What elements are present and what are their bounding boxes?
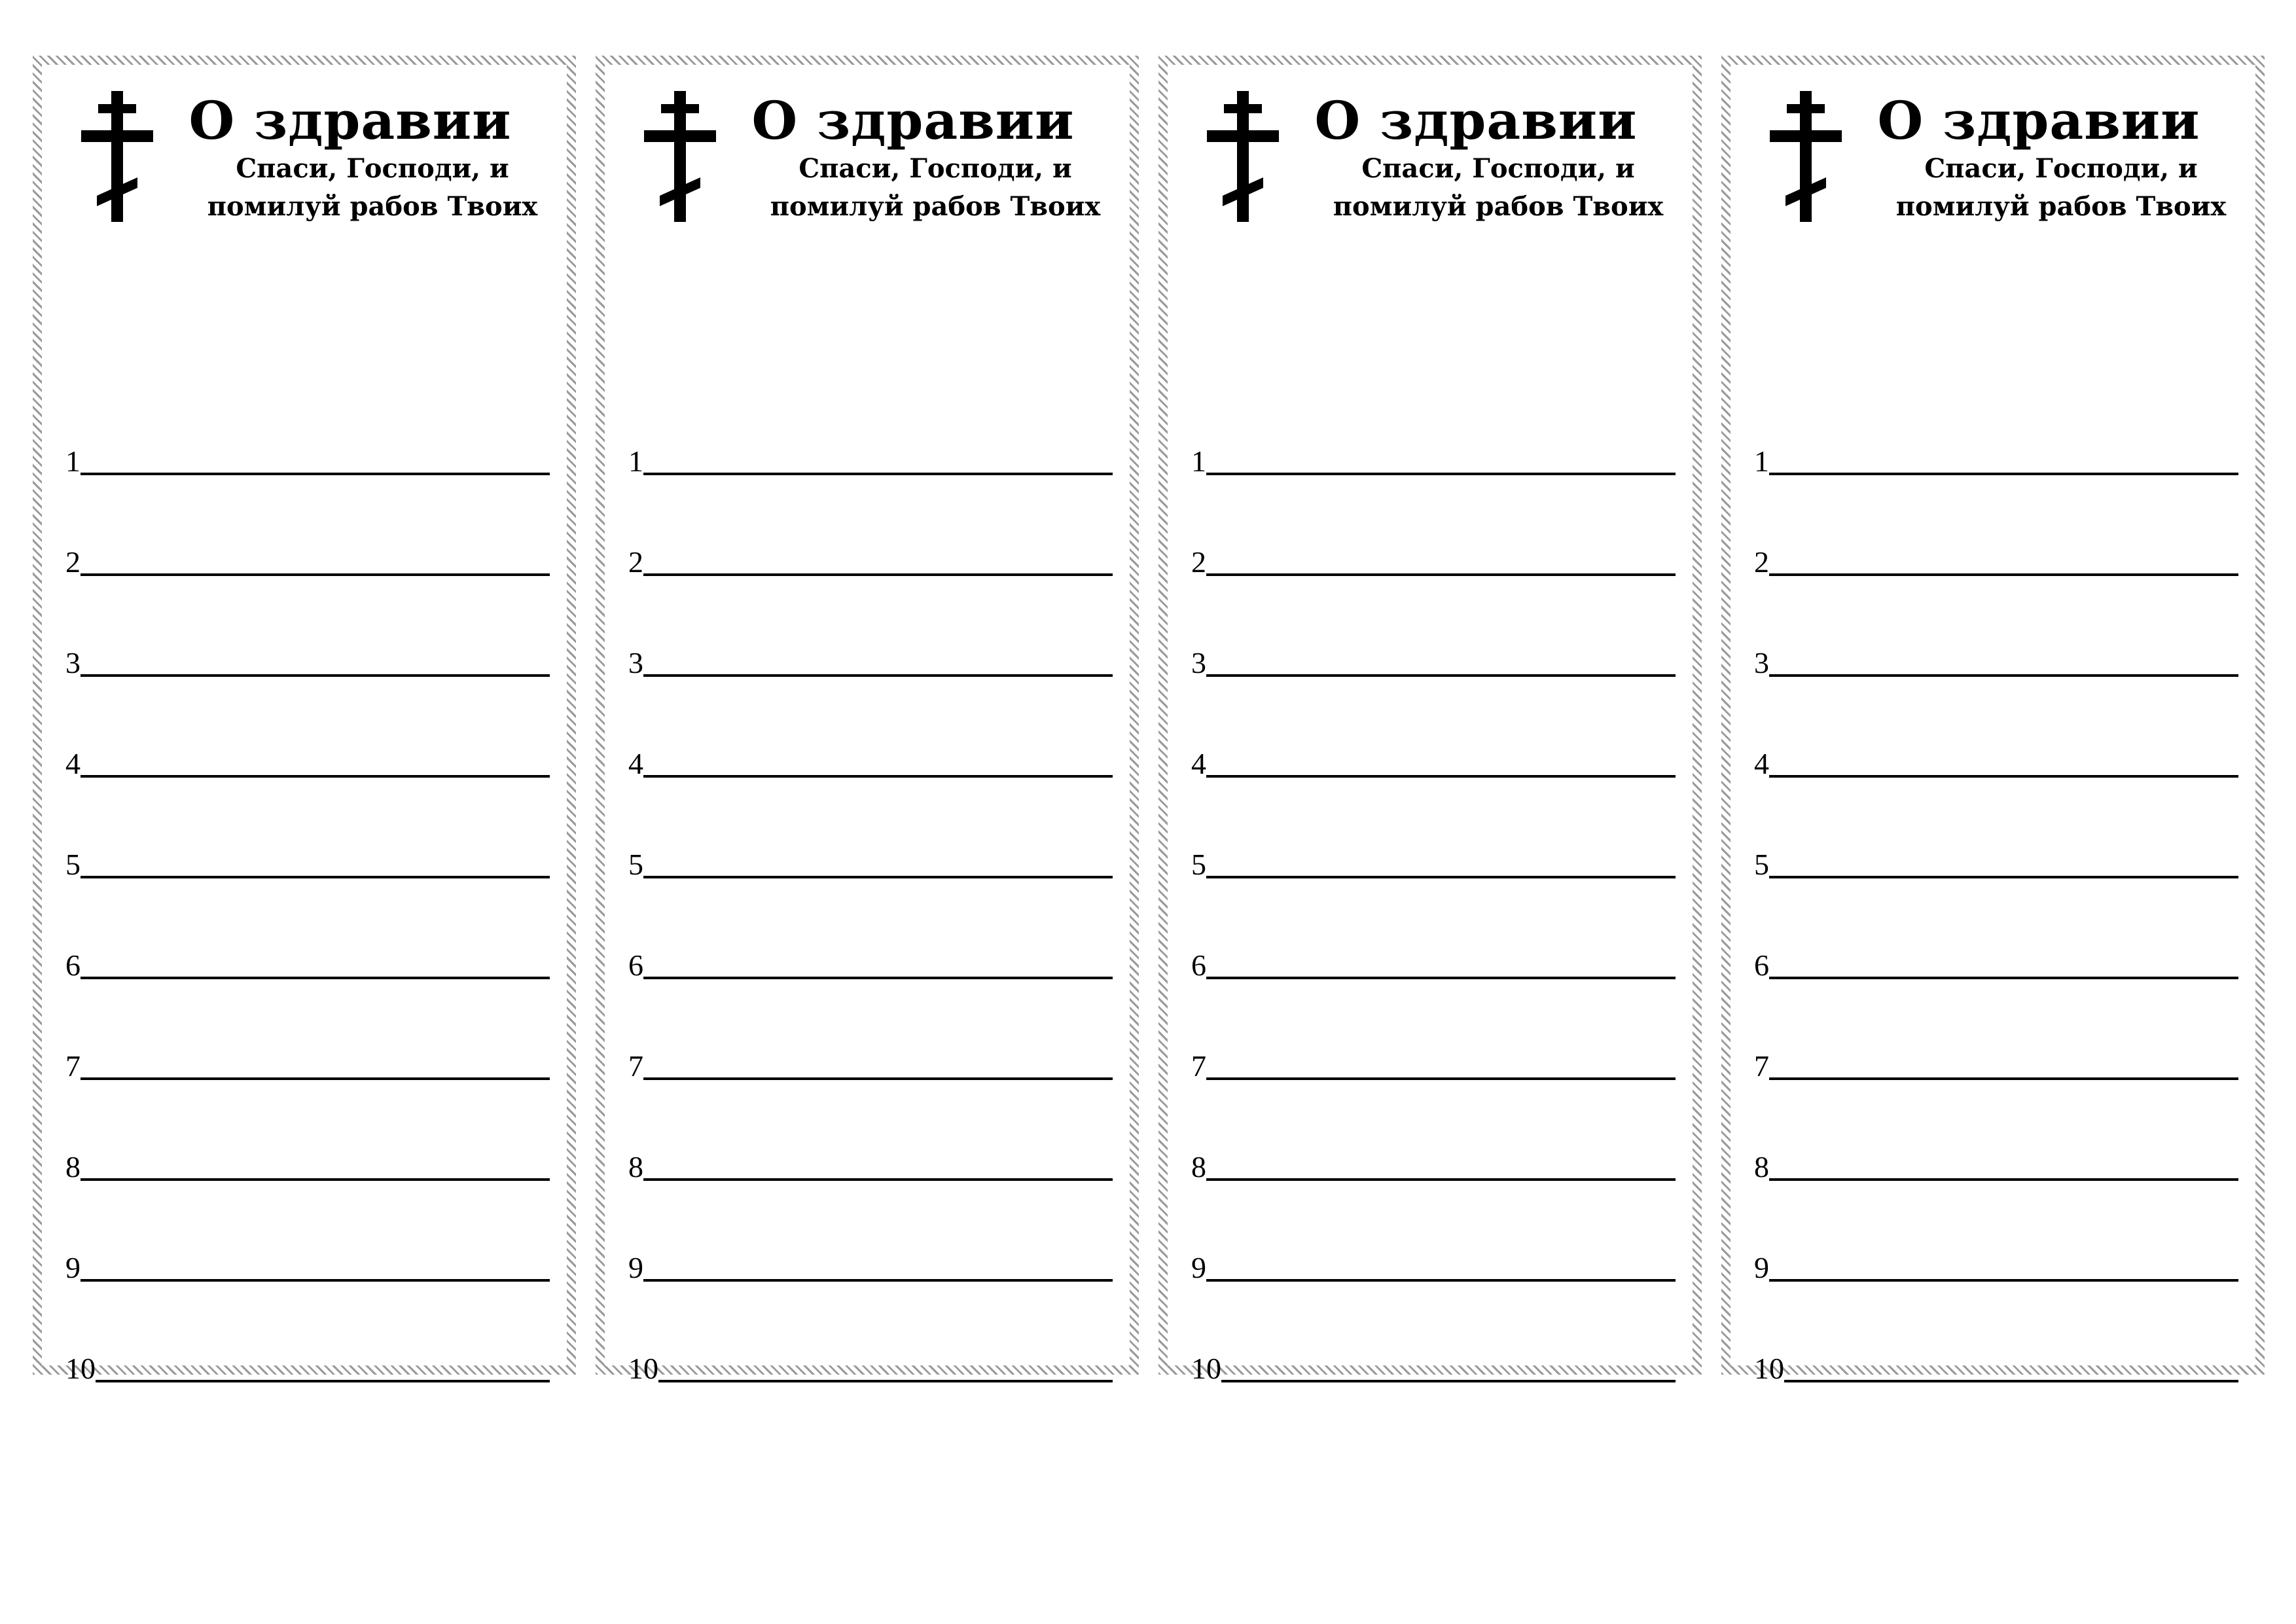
name-line[interactable] [1754, 577, 2238, 678]
name-line[interactable] [1191, 880, 1676, 981]
name-line[interactable] [1191, 1283, 1676, 1384]
name-line[interactable] [1191, 477, 1676, 577]
line-number: 7 [1191, 1049, 1206, 1083]
name-line[interactable] [1754, 880, 2238, 981]
name-blank[interactable] [643, 445, 1113, 475]
line-number: 3 [628, 646, 643, 679]
name-line[interactable] [628, 1283, 1113, 1384]
name-line[interactable] [1754, 1081, 2238, 1182]
prayer-note-card [1721, 56, 2265, 1385]
name-line[interactable] [65, 1283, 550, 1384]
name-line[interactable] [1754, 678, 2238, 779]
card-subtitle: Спаси, Господи, и помилуй рабов Твоих [1895, 153, 2227, 222]
name-blank[interactable] [1769, 1050, 2238, 1080]
name-blank[interactable] [1206, 848, 1676, 878]
name-line[interactable] [1191, 981, 1676, 1081]
name-blank[interactable] [1769, 647, 2238, 677]
name-line[interactable] [628, 577, 1113, 678]
name-lines [65, 376, 550, 1384]
line-number: 7 [65, 1049, 81, 1083]
line-number: 5 [628, 848, 643, 881]
name-blank[interactable] [643, 848, 1113, 878]
line-number: 8 [628, 1150, 643, 1183]
name-line[interactable] [65, 577, 550, 678]
line-number: 2 [65, 545, 81, 579]
name-blank[interactable] [1769, 445, 2238, 475]
name-line[interactable] [628, 1182, 1113, 1283]
name-blank[interactable] [643, 546, 1113, 576]
name-blank[interactable] [1769, 546, 2238, 576]
name-line[interactable] [628, 376, 1113, 477]
line-number: 9 [1191, 1251, 1206, 1284]
name-blank[interactable] [643, 1252, 1113, 1282]
name-line[interactable] [65, 981, 550, 1081]
name-line[interactable] [1191, 376, 1676, 477]
name-blank[interactable] [1221, 1352, 1676, 1382]
name-blank[interactable] [81, 1050, 550, 1080]
name-blank[interactable] [81, 445, 550, 475]
card-title: О здравии [188, 90, 512, 151]
name-line[interactable] [628, 779, 1113, 880]
name-line[interactable] [65, 1081, 550, 1182]
name-blank[interactable] [1206, 546, 1676, 576]
name-line[interactable] [628, 880, 1113, 981]
card-subtitle: Спаси, Господи, и помилуй рабов Твоих [1333, 153, 1664, 222]
name-blank[interactable] [1769, 1151, 2238, 1181]
name-blank[interactable] [81, 848, 550, 878]
line-number: 1 [1754, 444, 1769, 478]
card-title: О здравии [1877, 90, 2200, 151]
name-blank[interactable] [1769, 1252, 2238, 1282]
line-number: 6 [628, 948, 643, 982]
line-number: 1 [628, 444, 643, 478]
name-line[interactable] [1191, 678, 1676, 779]
line-number: 3 [65, 646, 81, 679]
name-line[interactable] [1754, 376, 2238, 477]
name-blank[interactable] [1206, 1151, 1676, 1181]
line-number: 4 [628, 747, 643, 780]
prayer-note-card [1158, 56, 1702, 1385]
line-number: 2 [628, 545, 643, 579]
name-line[interactable] [1191, 1182, 1676, 1283]
name-blank[interactable] [81, 546, 550, 576]
name-line[interactable] [1191, 1081, 1676, 1182]
line-number: 8 [1754, 1150, 1769, 1183]
name-line[interactable] [1191, 577, 1676, 678]
line-number: 10 [628, 1352, 658, 1385]
card-title: О здравии [751, 90, 1075, 151]
line-number: 7 [1754, 1049, 1769, 1083]
line-number: 5 [65, 848, 81, 881]
name-lines [1754, 376, 2238, 1384]
name-blank[interactable] [643, 1050, 1113, 1080]
line-number: 3 [1754, 646, 1769, 679]
name-line[interactable] [65, 880, 550, 981]
line-number: 4 [65, 747, 81, 780]
name-blank[interactable] [96, 1352, 550, 1382]
line-number: 9 [65, 1251, 81, 1284]
name-blank[interactable] [81, 647, 550, 677]
name-blank[interactable] [643, 647, 1113, 677]
line-number: 9 [1754, 1251, 1769, 1284]
line-number: 8 [1191, 1150, 1206, 1183]
name-blank[interactable] [643, 949, 1113, 979]
name-blank[interactable] [1769, 949, 2238, 979]
name-line[interactable] [65, 779, 550, 880]
line-number: 3 [1191, 646, 1206, 679]
name-blank[interactable] [1769, 848, 2238, 878]
line-number: 8 [65, 1150, 81, 1183]
name-blank[interactable] [81, 949, 550, 979]
card-title: О здравии [1314, 90, 1638, 151]
name-line[interactable] [65, 477, 550, 577]
name-line[interactable] [65, 1182, 550, 1283]
line-number: 7 [628, 1049, 643, 1083]
name-blank[interactable] [1206, 748, 1676, 778]
name-blank[interactable] [1206, 647, 1676, 677]
line-number: 4 [1754, 747, 1769, 780]
name-blank[interactable] [1206, 949, 1676, 979]
name-line[interactable] [628, 477, 1113, 577]
name-lines [628, 376, 1113, 1384]
name-line[interactable] [65, 376, 550, 477]
line-number: 9 [628, 1251, 643, 1284]
line-number: 6 [65, 948, 81, 982]
line-number: 10 [1191, 1352, 1221, 1385]
name-blank[interactable] [1206, 445, 1676, 475]
card-subtitle: Спаси, Господи, и помилуй рабов Твоих [770, 153, 1101, 222]
name-line[interactable] [1754, 1283, 2238, 1384]
name-blank[interactable] [1206, 1252, 1676, 1282]
name-blank[interactable] [1769, 748, 2238, 778]
line-number: 10 [65, 1352, 96, 1385]
line-number: 1 [1191, 444, 1206, 478]
name-blank[interactable] [81, 748, 550, 778]
line-number: 2 [1754, 545, 1769, 579]
line-number: 6 [1754, 948, 1769, 982]
name-line[interactable] [1754, 779, 2238, 880]
name-line[interactable] [65, 678, 550, 779]
name-blank[interactable] [643, 1151, 1113, 1181]
name-line[interactable] [628, 981, 1113, 1081]
prayer-note-card [33, 56, 576, 1385]
line-number: 6 [1191, 948, 1206, 982]
line-number: 5 [1191, 848, 1206, 881]
name-blank[interactable] [1206, 1050, 1676, 1080]
line-number: 5 [1754, 848, 1769, 881]
name-blank[interactable] [643, 748, 1113, 778]
name-line[interactable] [628, 1081, 1113, 1182]
name-line[interactable] [1191, 779, 1676, 880]
card-subtitle: Спаси, Господи, и помилуй рабов Твоих [207, 153, 538, 222]
name-line[interactable] [1754, 1182, 2238, 1283]
line-number: 1 [65, 444, 81, 478]
line-number: 2 [1191, 545, 1206, 579]
name-blank[interactable] [1784, 1352, 2238, 1382]
name-blank[interactable] [81, 1151, 550, 1181]
name-line[interactable] [1754, 477, 2238, 577]
line-number: 10 [1754, 1352, 1784, 1385]
name-blank[interactable] [81, 1252, 550, 1282]
name-blank[interactable] [658, 1352, 1113, 1382]
prayer-note-card [596, 56, 1139, 1385]
name-line[interactable] [628, 678, 1113, 779]
name-line[interactable] [1754, 981, 2238, 1081]
name-lines [1191, 376, 1676, 1384]
line-number: 4 [1191, 747, 1206, 780]
